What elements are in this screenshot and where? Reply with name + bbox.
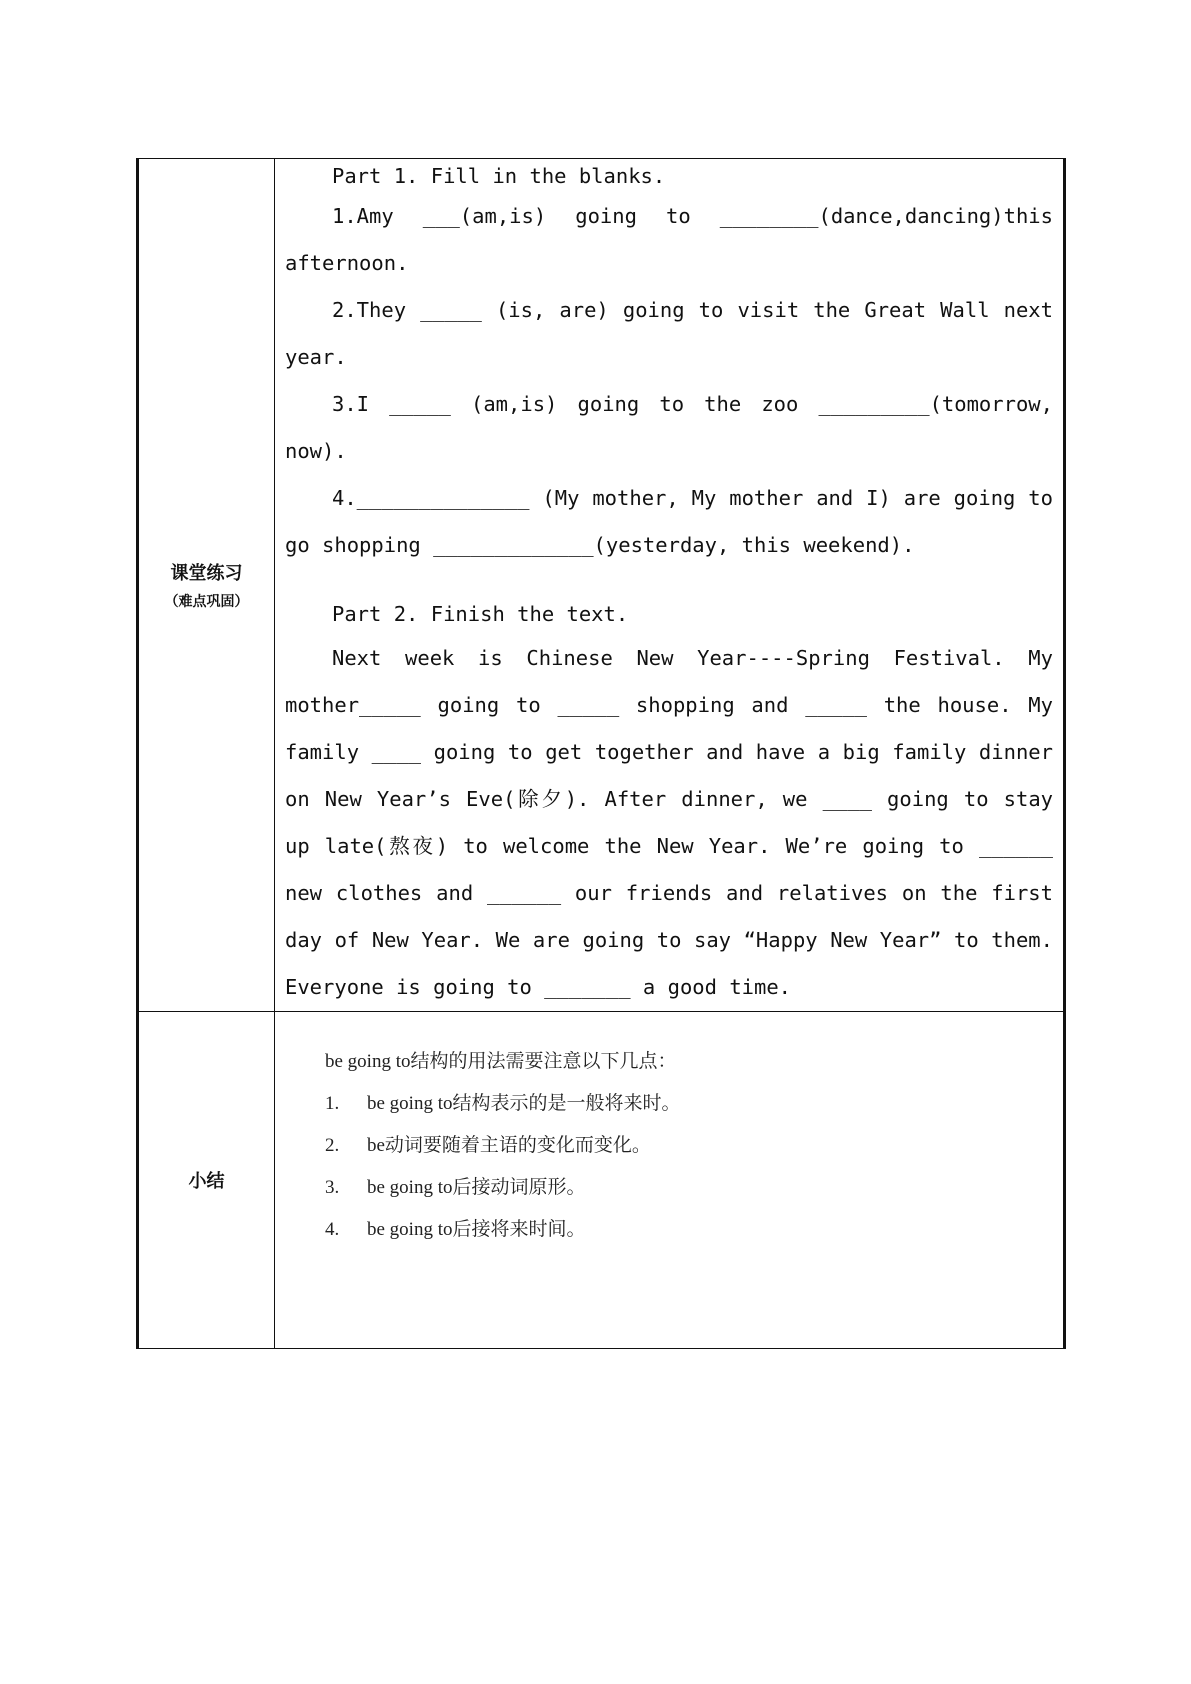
summary-item-text: be going to后接将来时间。: [367, 1219, 586, 1240]
part1-title: Part 1. Fill in the blanks.: [332, 164, 666, 188]
part2-title: Part 2. Finish the text.: [332, 602, 629, 626]
summary-list: [325, 1092, 1063, 1242]
summary-content: [275, 1012, 1065, 1349]
summary-label: 小结: [188, 1171, 225, 1192]
practice-content: [275, 159, 1065, 1012]
summary-item-3: [325, 1176, 1063, 1200]
part1-item-1: 1.Amy ___(am,is) going to ________(dance,dancing)this afternoon.: [285, 204, 1053, 275]
practice-row: [138, 159, 1065, 1012]
practice-label: 课堂练习: [170, 563, 243, 584]
part1-item-4: 4.______________ (My mother, My mother and I) are going to go shopping _____________(yesterday, this weekend).: [285, 486, 1053, 557]
summary-item-number: 4.: [325, 1219, 340, 1240]
summary-item-text: be going to结构表示的是一般将来时。: [367, 1093, 681, 1114]
summary-item-text: be动词要随着主语的变化而变化。: [367, 1135, 651, 1156]
summary-intro: be going to结构的用法需要注意以下几点：: [325, 1051, 677, 1072]
summary-item-number: 2.: [325, 1135, 340, 1156]
summary-label-cell: [138, 1012, 275, 1349]
practice-label-cell: [138, 159, 275, 1012]
summary-item-1: [325, 1092, 1063, 1116]
summary-item-2: [325, 1134, 1063, 1158]
part2-text: Next week is Chinese New Year----Spring Festival. My mother_____ going to _____ shopping and _____ the house. My family ____ going to get together and have a big family dinner on New Year’s Eve(除夕). After dinner, we ____ going to stay up late(熬夜) to welcome the New Year. We’re going to ______ new clothes and ______ our friends and relatives on the first day of New Year. We are going to say “Happy New Year” to them. Everyone is going to _______ a good time.: [285, 646, 1053, 999]
part1-item-3: 3.I _____ (am,is) going to the zoo _________(tomorrow, now).: [285, 392, 1053, 463]
summary-row: [138, 1012, 1065, 1349]
summary-item-text: be going to后接动词原形。: [367, 1177, 586, 1198]
summary-item-number: 1.: [325, 1093, 340, 1114]
part1-item-2: 2.They _____ (is, are) going to visit the Great Wall next year.: [285, 298, 1053, 369]
summary-item-4: [325, 1218, 1063, 1242]
summary-item-number: 3.: [325, 1177, 340, 1198]
lesson-table: [136, 158, 1066, 1349]
practice-sublabel: （难点巩固）: [164, 594, 249, 610]
part-spacer: [285, 569, 1053, 597]
